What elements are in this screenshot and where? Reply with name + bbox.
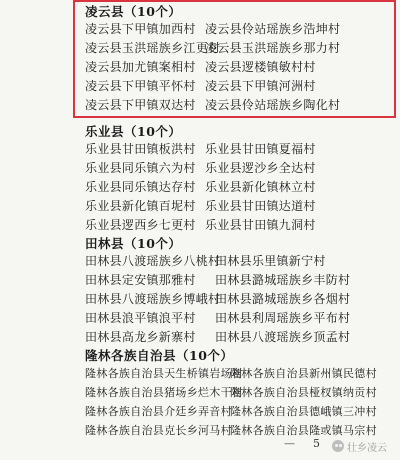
village-item: 凌云县玉洪瑶族乡那力村 — [205, 41, 341, 55]
village-item: 隆林各族自治县天生桥镇岩场村 — [85, 367, 244, 380]
village-item: 乐业县同乐镇六为村 — [85, 161, 196, 175]
village-item: 乐业县新化镇林立村 — [205, 180, 316, 194]
village-item: 乐业县逻沙乡全达村 — [205, 161, 316, 175]
village-item: 隆林各族自治县新州镇民德村 — [230, 367, 377, 380]
watermark-text: 壮乡凌云 — [347, 442, 387, 454]
village-item: 田林县浪平镇浪平村 — [85, 311, 196, 325]
village-item: 乐业县甘田镇达道村 — [205, 199, 316, 213]
village-item: 田林县高龙乡新寨村 — [85, 330, 196, 344]
village-list-left-longlin — [85, 364, 243, 440]
village-item: 凌云县伶站瑶族乡陶化村 — [205, 98, 341, 112]
village-item: 乐业县新化镇百坭村 — [85, 199, 196, 213]
village-item: 田林县定安镇那雅村 — [85, 273, 196, 287]
village-item: 凌云县下甲镇双达村 — [85, 98, 196, 112]
wechat-icon — [332, 440, 344, 452]
watermark — [332, 438, 387, 454]
village-item: 凌云县下甲镇平怀村 — [85, 79, 196, 93]
village-list-left-leye — [85, 140, 196, 235]
village-item: 田林县八渡瑶族乡顶孟村 — [215, 330, 351, 344]
village-item: 凌云县玉洪瑶族乡江更村 — [85, 41, 221, 55]
village-item: 隆林各族自治县桠杈镇纳贡村 — [230, 386, 377, 399]
village-item: 隆林各族自治县克长乡河马村 — [85, 424, 232, 437]
page-footer-dash: — — [284, 437, 295, 450]
village-item: 乐业县甘田镇九洞村 — [205, 218, 316, 232]
village-item: 田林县八渡瑶族乡八桃村 — [85, 254, 221, 268]
village-item: 田林县乐里镇新宁村 — [215, 254, 326, 268]
county-heading-lingyun: 凌云县（10个） — [85, 4, 182, 19]
village-item: 凌云县逻楼镇敏村村 — [205, 60, 316, 74]
village-item: 凌云县加尤镇案相村 — [85, 60, 196, 74]
village-item: 凌云县下甲镇加西村 — [85, 22, 196, 36]
county-heading-longlin: 隆林各族自治县（10个） — [85, 348, 234, 363]
village-item: 隆林各族自治县隆或镇马宗村 — [230, 424, 377, 437]
village-item: 乐业县甘田镇夏福村 — [205, 142, 316, 156]
village-item: 田林县潞城瑶族乡丰防村 — [215, 273, 351, 287]
county-heading-tianlin: 田林县（10个） — [85, 236, 182, 251]
village-item: 隆林各族自治县德峨镇三冲村 — [230, 405, 377, 418]
village-list-left-lingyun — [85, 20, 220, 115]
village-item: 田林县潞城瑶族乡各烟村 — [215, 292, 351, 306]
village-item: 凌云县伶站瑶族乡浩坤村 — [205, 22, 341, 36]
village-item: 凌云县下甲镇河洲村 — [205, 79, 316, 93]
county-heading-leye: 乐业县（10个） — [85, 124, 182, 139]
village-item: 乐业县甘田镇板洪村 — [85, 142, 196, 156]
village-item: 隆林各族自治县介廷乡弄音村 — [85, 405, 232, 418]
village-item: 田林县利周瑶族乡平布村 — [215, 311, 351, 325]
village-item: 乐业县同乐镇达存村 — [85, 180, 196, 194]
village-list-right-leye — [205, 140, 316, 235]
village-item: 乐业县逻西乡七更村 — [85, 218, 196, 232]
village-item: 隆林各族自治县猪场乡烂木干村 — [85, 386, 244, 399]
village-list-left-tianlin — [85, 252, 220, 347]
village-list-right-tianlin — [215, 252, 350, 347]
village-item: 田林县八渡瑶族乡博峨村 — [85, 292, 221, 306]
village-list-right-lingyun — [205, 20, 340, 115]
page-number: 5 — [313, 437, 320, 450]
village-list-right-longlin — [230, 364, 377, 440]
